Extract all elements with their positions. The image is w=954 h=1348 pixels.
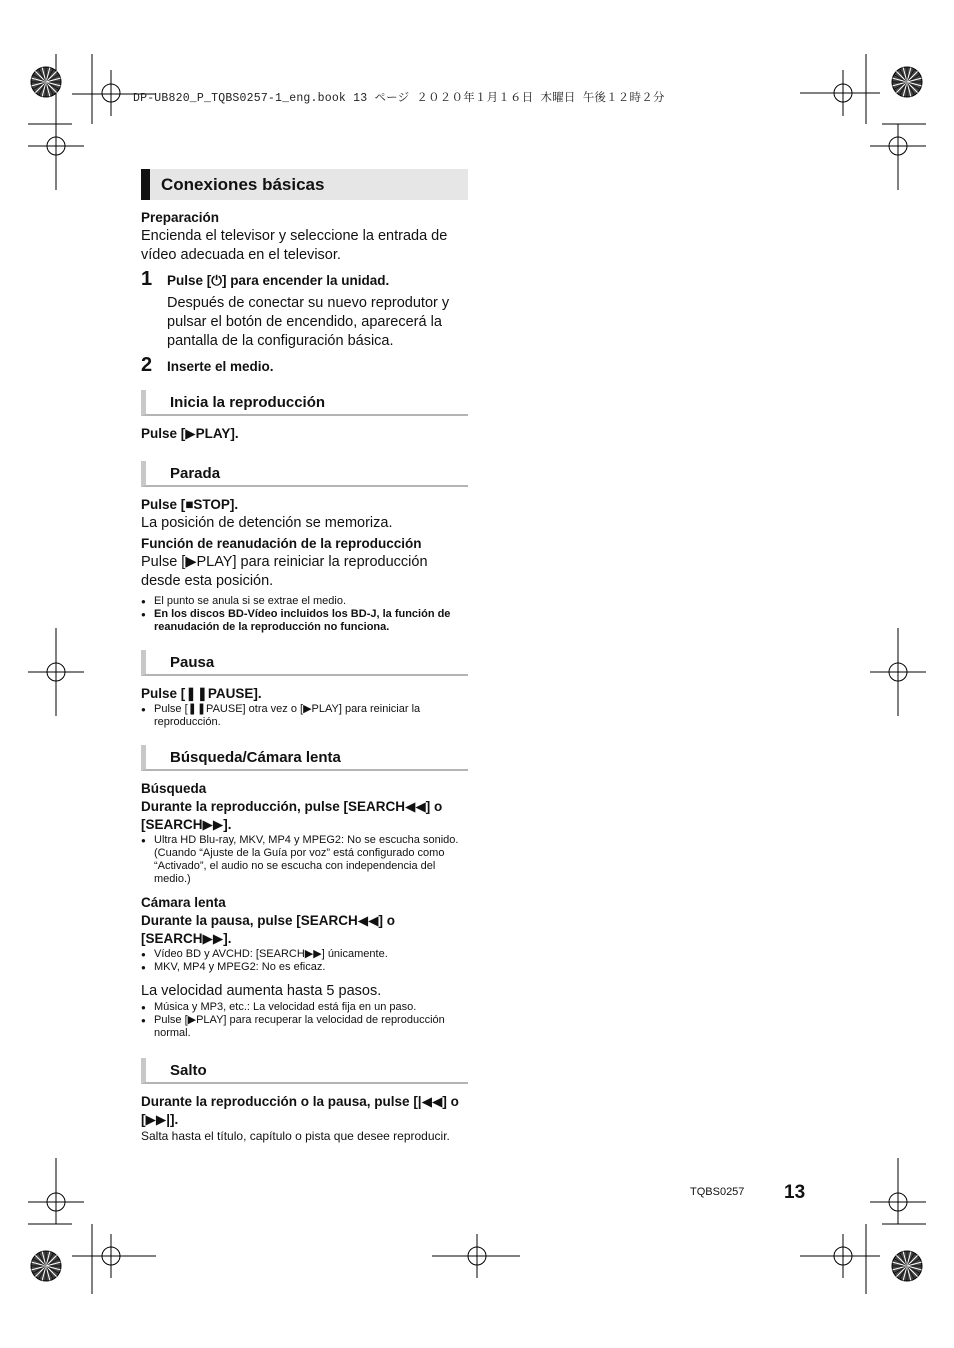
- step-1-detail: Después de conectar su nuevo reprodutor y pulsar el botón de encendido, aparecerá la pantalla de la configuración básica.: [167, 295, 450, 349]
- heading-search: Búsqueda/Cámara lenta: [141, 745, 468, 771]
- prep-text: Encienda el televisor y seleccione la entrada de vídeo adecuada en el televisor.: [141, 228, 448, 263]
- list-item: ● Pulse [▶PLAY] para recuperar la velocidad de reproducción normal.: [141, 1014, 468, 1040]
- skip-instruction: Durante la reproducción o la pausa, pulse [|◀◀] o [▶▶|].: [141, 1094, 459, 1127]
- search-label: Búsqueda: [141, 781, 207, 796]
- footer-code: TQBS0257: [690, 1186, 745, 1198]
- search-instruction: Durante la reproducción, pulse [SEARCH◀◀] o [SEARCH▶▶].: [141, 799, 443, 832]
- prep-label: Preparación: [141, 210, 220, 225]
- step-1: [141, 268, 468, 290]
- step-2: [141, 354, 468, 376]
- list-item: ● En los discos BD-Vídeo incluidos los BD-J, la función de reanudación de la reproducción no funciona.: [141, 608, 468, 634]
- stop-instruction: Pulse [■STOP].: [141, 497, 239, 512]
- play-instruction: Pulse [▶PLAY].: [141, 426, 239, 441]
- list-item: ● Música y MP3, etc.: La velocidad está fija en un paso.: [141, 1001, 468, 1014]
- list-item: ● El punto se anula si se extrae el medio.: [141, 595, 468, 608]
- registration-rosette: [892, 67, 922, 97]
- resume-text: Pulse [▶PLAY] para reiniciar la reproducción desde esta posición.: [141, 554, 428, 589]
- list-item: ● Ultra HD Blu-ray, MKV, MP4 y MPEG2: No se escucha sonido. (Cuando “Ajuste de la Guía por voz” está configurado como “Activado”, el audio no se escucha con independencia del medio.): [141, 834, 468, 886]
- main-content: [141, 169, 468, 1143]
- registration-rosette: [892, 1251, 922, 1281]
- step-text: Pulse [⏻] para encender la unidad.: [167, 273, 390, 288]
- step-number: 1: [141, 268, 153, 290]
- registration-rosette: [31, 67, 61, 97]
- page-number: 13: [784, 1182, 806, 1203]
- section-title: Conexiones básicas: [141, 169, 468, 200]
- header-file-info: DP-UB820_P_TQBS0257-1_eng.book 13 ページ ２０２０年１月１６日 木曜日 午後１２時２分: [133, 92, 665, 105]
- list-item: ● Pulse [❚❚PAUSE] otra vez o [▶PLAY] para reiniciar la reproducción.: [141, 703, 468, 729]
- resume-label: Función de reanudación de la reproducción: [141, 536, 422, 551]
- list-item: ● Vídeo BD y AVCHD: [SEARCH▶▶] únicamente.: [141, 948, 468, 961]
- pause-instruction: Pulse [❚❚PAUSE].: [141, 686, 262, 701]
- heading-play: Inicia la reproducción: [141, 390, 468, 416]
- step-number: 2: [141, 354, 153, 376]
- registration-rosette: [31, 1251, 61, 1281]
- heading-pause: Pausa: [141, 650, 468, 676]
- speed-text: La velocidad aumenta hasta 5 pasos.: [141, 983, 382, 999]
- step-text: Inserte el medio.: [167, 359, 274, 374]
- heading-skip: Salto: [141, 1058, 468, 1084]
- heading-stop: Parada: [141, 461, 468, 487]
- skip-text: Salta hasta el título, capítulo o pista que desee reproducir.: [141, 1129, 450, 1143]
- stop-text: La posición de detención se memoriza.: [141, 515, 393, 531]
- slow-label: Cámara lenta: [141, 895, 226, 910]
- slow-instruction: Durante la pausa, pulse [SEARCH◀◀] o [SEARCH▶▶].: [141, 913, 396, 946]
- list-item: ● MKV, MP4 y MPEG2: No es eficaz.: [141, 961, 468, 974]
